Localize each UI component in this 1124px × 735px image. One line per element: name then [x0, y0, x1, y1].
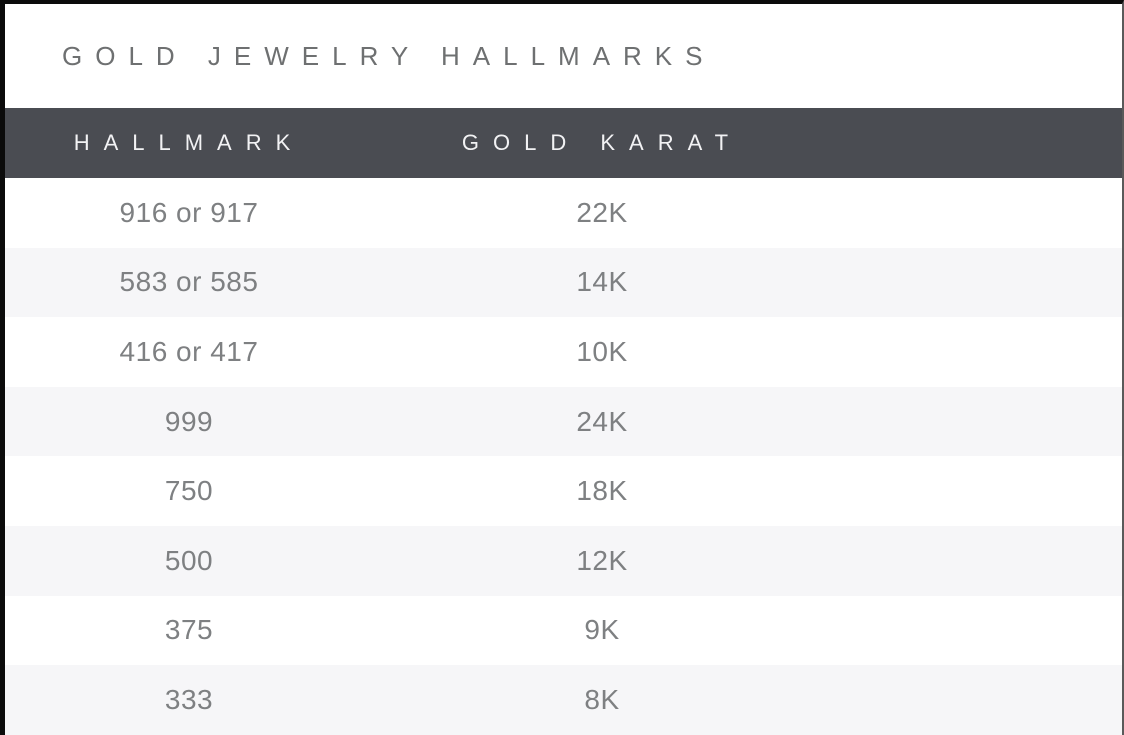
hallmark-cell: 333: [164, 683, 214, 715]
column-header-hallmark: HALLMARK: [73, 130, 305, 155]
table-row: [5, 456, 1122, 526]
karat-cell: 10K: [576, 335, 628, 367]
title-bar: [5, 4, 1122, 108]
karat-cell: 12K: [576, 544, 628, 576]
table-row: [5, 596, 1122, 666]
hallmark-cell: 375: [164, 614, 214, 646]
karat-cell: 18K: [576, 475, 628, 507]
table-row: [5, 317, 1122, 387]
table-row: [5, 178, 1122, 248]
hallmark-cell: 999: [164, 405, 214, 437]
page-title: GOLD JEWELRY HALLMARKS: [62, 40, 716, 71]
hallmark-cell: 416 or 417: [119, 335, 259, 367]
table-row: [5, 248, 1122, 318]
column-header-gold-karat: GOLD KARAT: [461, 130, 743, 155]
table-row: [5, 526, 1122, 596]
hallmark-cell: 750: [164, 475, 214, 507]
table-row: [5, 665, 1122, 735]
table-header-row: [5, 108, 1122, 178]
hallmark-cell: 583 or 585: [119, 266, 259, 298]
karat-cell: 24K: [576, 405, 628, 437]
karat-cell: 22K: [576, 196, 628, 228]
hallmark-cell: 916 or 917: [119, 196, 259, 228]
karat-cell: 8K: [584, 683, 620, 715]
karat-cell: 9K: [584, 614, 620, 646]
table-row: [5, 387, 1122, 457]
karat-cell: 14K: [576, 266, 628, 298]
hallmark-cell: 500: [164, 544, 214, 576]
